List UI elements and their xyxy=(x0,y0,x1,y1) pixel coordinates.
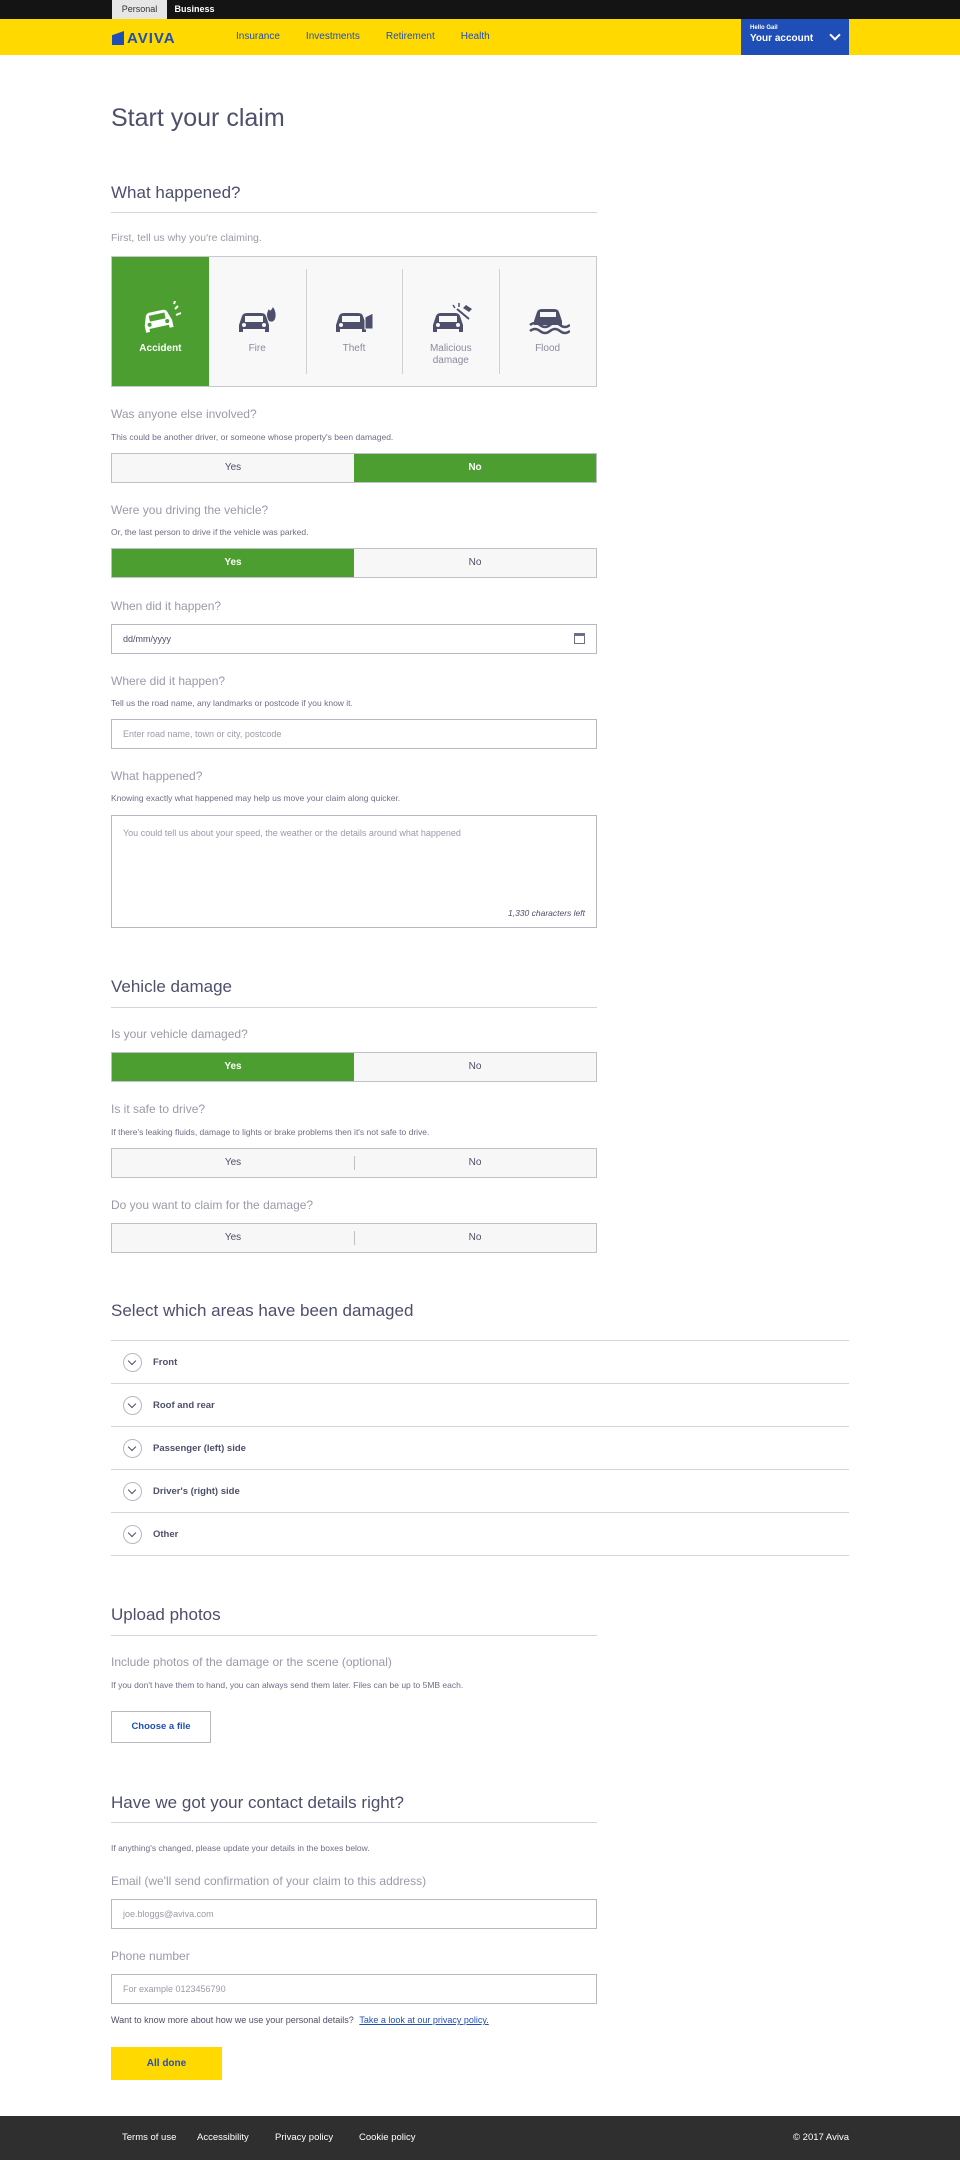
option-no[interactable]: No xyxy=(354,1224,596,1252)
claim-type-intro: First, tell us why you're claiming. xyxy=(111,232,262,244)
toggle-anyone-involved xyxy=(111,453,597,483)
upload-label: Include photos of the damage or the scene (optional) xyxy=(111,1655,392,1669)
claim-type-label: Fire xyxy=(248,343,266,354)
question-what-happened: What happened? xyxy=(111,769,203,783)
section-divider xyxy=(111,1007,597,1008)
phone-label: Phone number xyxy=(111,1949,190,1963)
contact-intro: If anything's changed, please update your details in the boxes below. xyxy=(111,1843,370,1853)
option-no[interactable]: No xyxy=(354,454,596,482)
accordion-label: Roof and rear xyxy=(153,1399,215,1411)
question-driving-vehicle: Were you driving the vehicle? xyxy=(111,503,269,517)
email-field[interactable] xyxy=(111,1899,597,1929)
all-done-button[interactable]: All done xyxy=(111,2047,222,2080)
chevron-down-icon xyxy=(123,1396,142,1415)
nav-retirement[interactable]: Retirement xyxy=(385,31,435,42)
toggle-claim-damage xyxy=(111,1223,597,1253)
question-anyone-involved: Was anyone else involved? xyxy=(111,407,257,421)
date-input[interactable] xyxy=(111,624,597,654)
option-yes[interactable]: Yes xyxy=(224,1157,242,1168)
section-divider xyxy=(111,1822,597,1823)
accordion-passenger-side[interactable] xyxy=(111,1427,849,1470)
chevron-down-icon xyxy=(123,1525,142,1544)
car-theft-icon xyxy=(332,301,376,335)
character-count: 1,330 characters left xyxy=(507,908,585,918)
tab-business[interactable]: Business xyxy=(174,4,215,14)
location-input[interactable] xyxy=(111,719,597,749)
accordion-label: Other xyxy=(153,1528,179,1540)
help-safe-to-drive: If there's leaking fluids, damage to lights or brake problems then it's not safe to drive. xyxy=(111,1127,430,1137)
account-label: Your account xyxy=(750,33,814,44)
aviva-logo-icon xyxy=(112,31,124,45)
upload-help: If you don't have them to hand, you can always send them later. Files can be up to 5MB each. xyxy=(111,1680,464,1690)
car-fire-icon xyxy=(235,301,279,335)
account-greeting: Hello Gail xyxy=(750,25,778,31)
section-heading-contact-details: Have we got your contact details right? xyxy=(111,1793,404,1812)
help-driving-vehicle: Or, the last person to drive if the vehicle was parked. xyxy=(111,527,309,537)
claim-type-malicious-damage[interactable] xyxy=(402,257,499,386)
claim-type-fire[interactable] xyxy=(209,257,306,386)
accordion-other[interactable] xyxy=(111,1513,849,1556)
account-menu[interactable] xyxy=(741,19,849,55)
claim-type-flood[interactable] xyxy=(499,257,596,386)
help-what-happened: Knowing exactly what happened may help us move your claim along quicker. xyxy=(111,793,401,803)
site-header xyxy=(0,19,960,55)
phone-placeholder: For example 0123456790 xyxy=(123,1984,226,1994)
description-textarea[interactable] xyxy=(111,815,597,928)
location-input-placeholder: Enter road name, town or city, postcode xyxy=(123,729,282,739)
section-divider xyxy=(111,212,597,213)
toggle-driving-vehicle xyxy=(111,548,597,578)
footer-cookie-link[interactable]: Cookie policy xyxy=(359,2132,416,2143)
nav-investments[interactable]: Investments xyxy=(305,31,360,42)
claim-type-label: Malicious damage xyxy=(429,343,472,366)
email-placeholder: joe.bloggs@aviva.com xyxy=(123,1909,214,1919)
help-anyone-involved: This could be another driver, or someone whose property's been damaged. xyxy=(111,432,394,442)
section-heading-upload-photos: Upload photos xyxy=(111,1605,221,1624)
accordion-driver-side[interactable] xyxy=(111,1470,849,1513)
car-vandalism-icon xyxy=(429,301,473,335)
footer-terms-link[interactable]: Terms of use xyxy=(122,2132,177,2143)
chevron-down-icon xyxy=(123,1439,142,1458)
claim-type-label: Flood xyxy=(535,343,561,354)
accordion-label: Front xyxy=(153,1356,178,1368)
email-label: Email (we'll send confirmation of your claim to this address) xyxy=(111,1874,427,1888)
claim-type-accident[interactable] xyxy=(112,257,209,386)
calendar-icon[interactable] xyxy=(574,633,585,644)
option-no[interactable]: No xyxy=(468,557,482,568)
footer-copyright: © 2017 Aviva xyxy=(793,2132,849,2143)
top-bar xyxy=(0,0,960,19)
nav-health[interactable]: Health xyxy=(460,31,490,42)
claim-type-label: Theft xyxy=(342,343,366,354)
aviva-logo-text: AVIVA xyxy=(127,29,176,47)
section-heading-vehicle-damage: Vehicle damage xyxy=(111,977,232,996)
toggle-safe-to-drive xyxy=(111,1148,597,1178)
claim-type-label: Accident xyxy=(139,343,182,354)
privacy-policy-link[interactable]: Take a look at our privacy policy. xyxy=(359,2015,489,2025)
option-no[interactable]: No xyxy=(354,1149,596,1177)
car-crash-icon xyxy=(138,301,182,335)
option-yes[interactable]: Yes xyxy=(224,1232,242,1243)
footer-accessibility-link[interactable]: Accessibility xyxy=(197,2132,249,2143)
chevron-down-icon xyxy=(123,1353,142,1372)
choose-file-button[interactable]: Choose a file xyxy=(111,1711,211,1743)
section-divider xyxy=(111,1635,597,1636)
question-vehicle-damaged: Is your vehicle damaged? xyxy=(111,1027,248,1041)
accordion-front[interactable] xyxy=(111,1341,849,1384)
option-yes[interactable]: Yes xyxy=(112,549,354,577)
section-heading-damaged-areas: Select which areas have been damaged xyxy=(111,1301,414,1320)
nav-insurance[interactable]: Insurance xyxy=(236,31,280,42)
site-footer xyxy=(0,2116,960,2160)
question-where: Where did it happen? xyxy=(111,674,226,688)
option-yes[interactable]: Yes xyxy=(112,1053,354,1081)
claim-type-selector xyxy=(111,256,597,387)
description-placeholder: You could tell us about your speed, the weather or the details around what happened xyxy=(123,828,461,838)
accordion-label: Driver's (right) side xyxy=(153,1485,240,1497)
car-flood-icon xyxy=(526,301,570,335)
privacy-note xyxy=(111,2015,489,2025)
question-when: When did it happen? xyxy=(111,599,222,613)
section-heading-what-happened: What happened? xyxy=(111,183,241,202)
date-input-value: dd/mm/yyyy xyxy=(123,634,172,644)
claim-type-theft[interactable] xyxy=(306,257,403,386)
footer-privacy-link[interactable]: Privacy policy xyxy=(275,2132,334,2143)
question-claim-damage: Do you want to claim for the damage? xyxy=(111,1198,314,1212)
privacy-text: Want to know more about how we use your personal details? xyxy=(111,2015,354,2025)
chevron-down-icon xyxy=(123,1482,142,1501)
page-title: Start your claim xyxy=(111,104,285,132)
accordion-roof-and-rear[interactable] xyxy=(111,1384,849,1427)
toggle-vehicle-damaged xyxy=(111,1052,597,1082)
help-where: Tell us the road name, any landmarks or postcode if you know it. xyxy=(111,698,353,708)
main-nav xyxy=(236,19,516,55)
accordion-label: Passenger (left) side xyxy=(153,1442,246,1454)
option-yes[interactable]: Yes xyxy=(224,462,242,473)
phone-field[interactable] xyxy=(111,1974,597,2004)
aviva-logo[interactable] xyxy=(112,30,176,46)
tab-personal[interactable]: Personal xyxy=(112,0,167,19)
question-safe-to-drive: Is it safe to drive? xyxy=(111,1102,206,1116)
option-no[interactable]: No xyxy=(468,1061,482,1072)
